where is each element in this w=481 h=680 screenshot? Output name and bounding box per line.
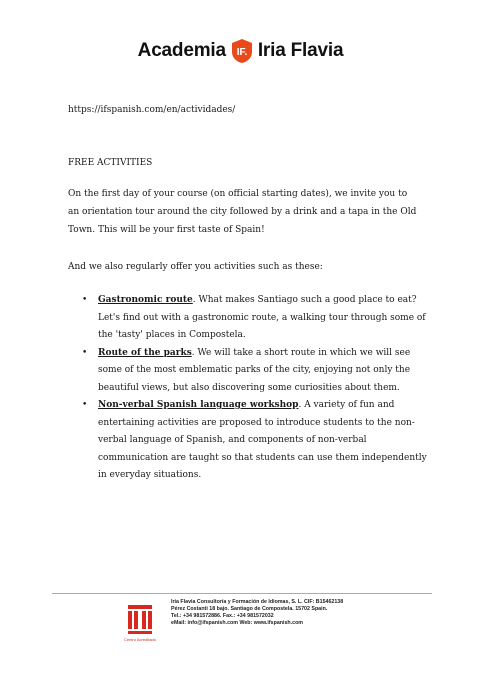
list-item — [68, 397, 428, 485]
offer-paragraph: And we also regularly offer you activities such as these: — [68, 262, 323, 272]
activity-heading: Gastronomic route — [98, 295, 193, 305]
activity-heading: Route of the parks — [98, 347, 192, 358]
logo-mark-icon — [230, 38, 254, 64]
intro-paragraph: On the first day of your course (on official starting dates), we invite you to an orientation tour around the city followed by a drink and a tapa in the Old Town. This will be your first taste of Spain! — [68, 189, 417, 235]
activity-description: . What makes Santiago such a good place to eat? Let's find out with a gastronomic route, a walking tour through some of the 'tasty' places in Compostela. — [98, 295, 426, 340]
activity-heading: Non-verbal Spanish language workshop — [98, 400, 299, 410]
bullet-icon: • — [82, 347, 88, 358]
header-logo — [0, 38, 481, 64]
logo-caption: Centro Acreditado — [123, 637, 157, 642]
activity-description: . A variety of fun and entertaining activities are proposed to introduce students to the non-verbal language of Spanish, and components of non-verbal communication are taught so that students can use them independently in everyday situations. — [98, 400, 427, 480]
footer-company-line: Iria Flavia Consultoría y Formación de Idiomas, S. L. CIF: B15462138 — [171, 599, 344, 605]
source-url[interactable]: https://ifspanish.com/en/actividades/ — [68, 105, 236, 115]
logo-text-academia: Academia — [137, 40, 226, 61]
footer-contact — [171, 599, 343, 627]
list-item — [68, 292, 428, 345]
section-title: FREE ACTIVITIES — [68, 158, 153, 168]
footer-phone-line: Tel.: +34 981572886. Fax.: +34 981572032 — [171, 613, 274, 619]
footer-address-line: Pérez Costanti 18 bajo. Santiago de Compostela. 15702 Spain. — [171, 606, 328, 612]
bullet-icon: • — [82, 400, 88, 410]
activity-list — [68, 292, 428, 485]
footer-divider — [52, 593, 432, 594]
cervantes-logo-icon — [122, 603, 158, 643]
logo-text-iria-flavia: Iria Flavia — [257, 40, 344, 61]
activity-description: . We will take a short route in which we will see some of the most emblematic parks of the city, enjoying not only the beautiful views, but also discovering some curiosities about them. — [98, 347, 411, 393]
list-item — [68, 345, 428, 398]
svg-text:IF.: IF. — [236, 47, 248, 58]
bullet-icon: • — [82, 295, 88, 305]
footer-email-web-line[interactable]: eMail: info@ifspanish.com Web: www.ifspanish.com — [171, 620, 304, 626]
